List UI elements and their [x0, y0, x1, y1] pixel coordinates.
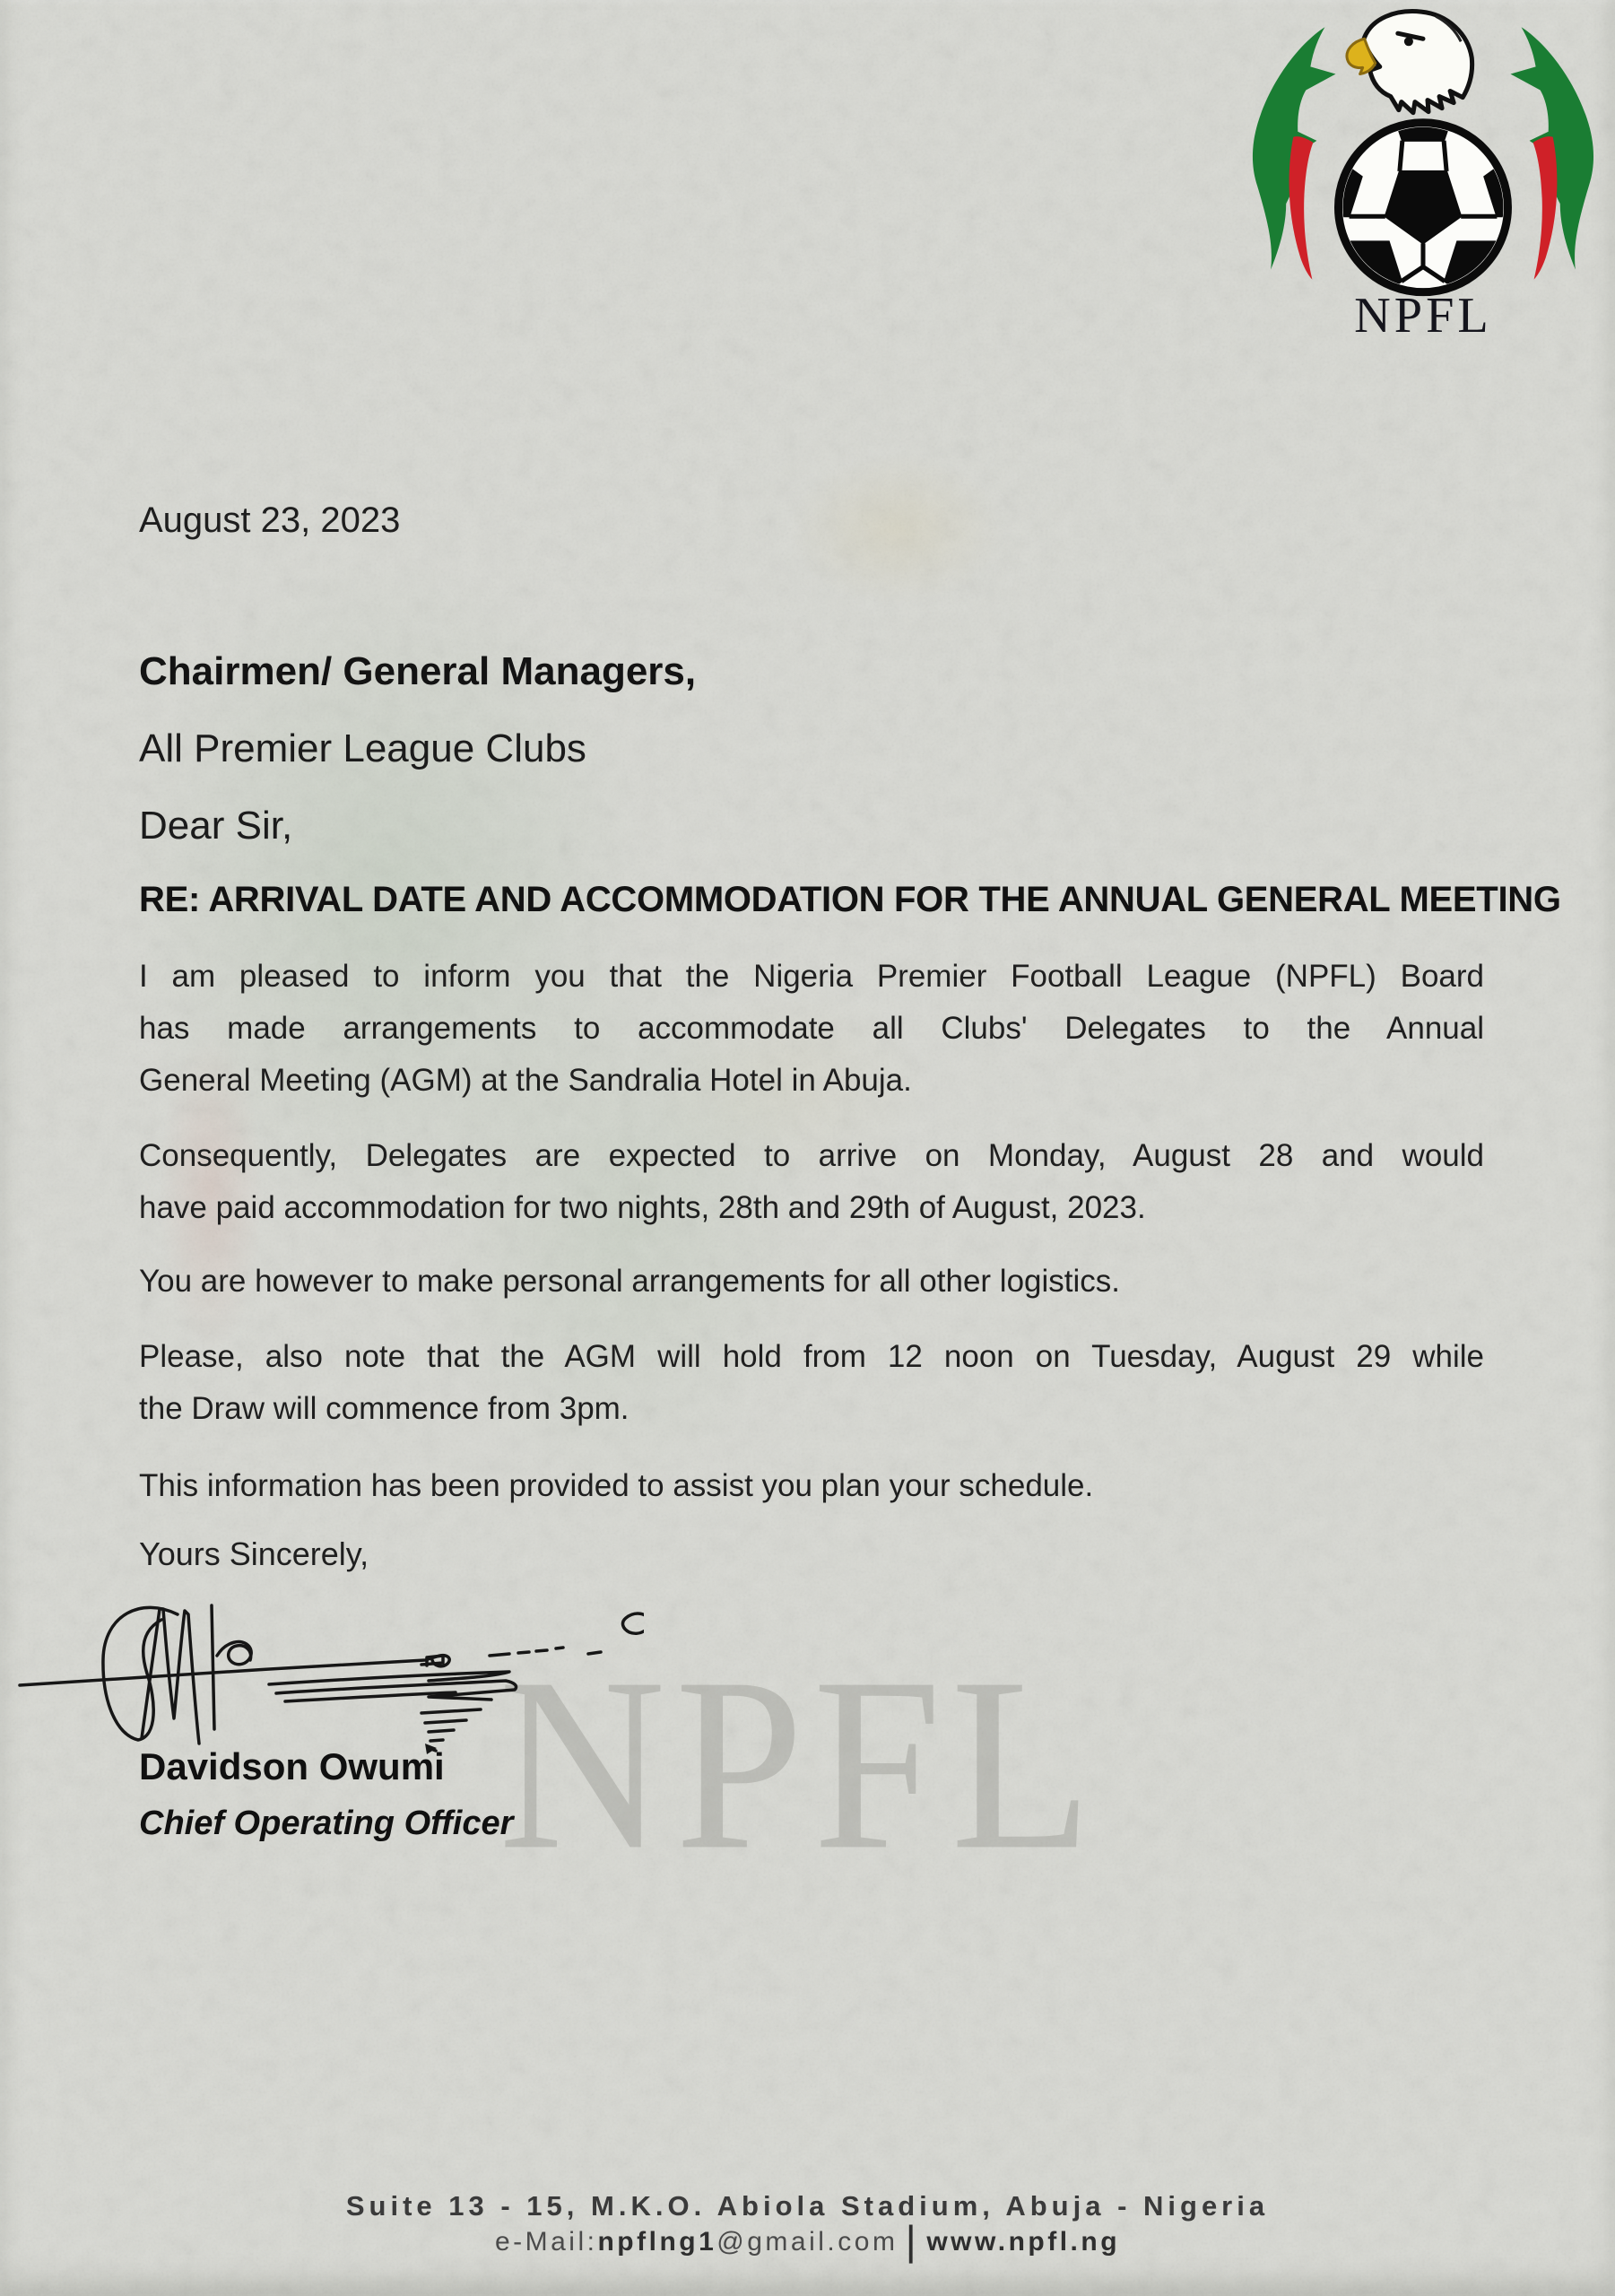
paragraph-line: Please, also note that the AGM will hold from 12 noon on Tuesday, August 29 while: [139, 1339, 1484, 1374]
paragraph-line: the Draw will commence from 3pm.: [139, 1391, 630, 1426]
letter-date: August 23, 2023: [139, 500, 401, 540]
email-label: e-Mail:: [494, 2227, 598, 2257]
paragraph-4: [139, 1331, 1484, 1435]
salutation: Dear Sir,: [139, 804, 293, 848]
footer-contact: [0, 2219, 1615, 2264]
email-domain: @gmail.com: [716, 2227, 899, 2257]
paragraph-line: Consequently, Delegates are expected to arrive on Monday, August 28 and would: [139, 1138, 1484, 1173]
paragraph-line: I am pleased to inform you that the Nigeria Premier Football League (NPFL) Board: [139, 959, 1484, 994]
paragraph-5: [139, 1460, 1484, 1512]
npfl-watermark: NPFL: [499, 1626, 1102, 1901]
npfl-logo: [1246, 4, 1607, 343]
paragraph-line: This information has been provided to assist you plan your schedule.: [139, 1468, 1094, 1503]
paragraph-line: have paid accommodation for two nights, 28th and 29th of August, 2023.: [139, 1190, 1146, 1225]
paragraph-line: General Meeting (AGM) at the Sandralia Hotel in Abuja.: [139, 1063, 912, 1098]
signatory-title: Chief Operating Officer: [139, 1805, 514, 1842]
email-user: npflng1: [597, 2227, 717, 2257]
logo-wordmark: NPFL: [1354, 287, 1492, 343]
paragraph-1: [139, 951, 1484, 1107]
paragraph-2: [139, 1130, 1484, 1234]
recipient-line-1: Chairmen/ General Managers,: [139, 649, 697, 693]
closing: Yours Sincerely,: [139, 1535, 369, 1572]
eagle-head-icon: [1347, 12, 1472, 113]
paragraph-3: [139, 1256, 1484, 1308]
recipient-line-2: All Premier League Clubs: [139, 726, 586, 770]
right-red-crescent: [1533, 136, 1558, 279]
signatory-name: Davidson Owumi: [139, 1745, 445, 1787]
footer-address: Suite 13 - 15, M.K.O. Abiola Stadium, Abuja - Nigeria: [345, 2190, 1270, 2222]
website-link: www.npfl.ng: [926, 2227, 1121, 2257]
left-red-crescent: [1289, 136, 1314, 279]
subject-line: RE: ARRIVAL DATE AND ACCOMMODATION FOR THE ANNUAL GENERAL MEETING: [139, 880, 1561, 919]
footer-separator: |: [907, 2219, 918, 2264]
paragraph-line: has made arrangements to accommodate all Clubs' Delegates to the Annual: [139, 1011, 1484, 1046]
paragraph-line: You are however to make personal arrangements for all other logistics.: [139, 1264, 1121, 1299]
footer: [0, 2190, 1615, 2264]
